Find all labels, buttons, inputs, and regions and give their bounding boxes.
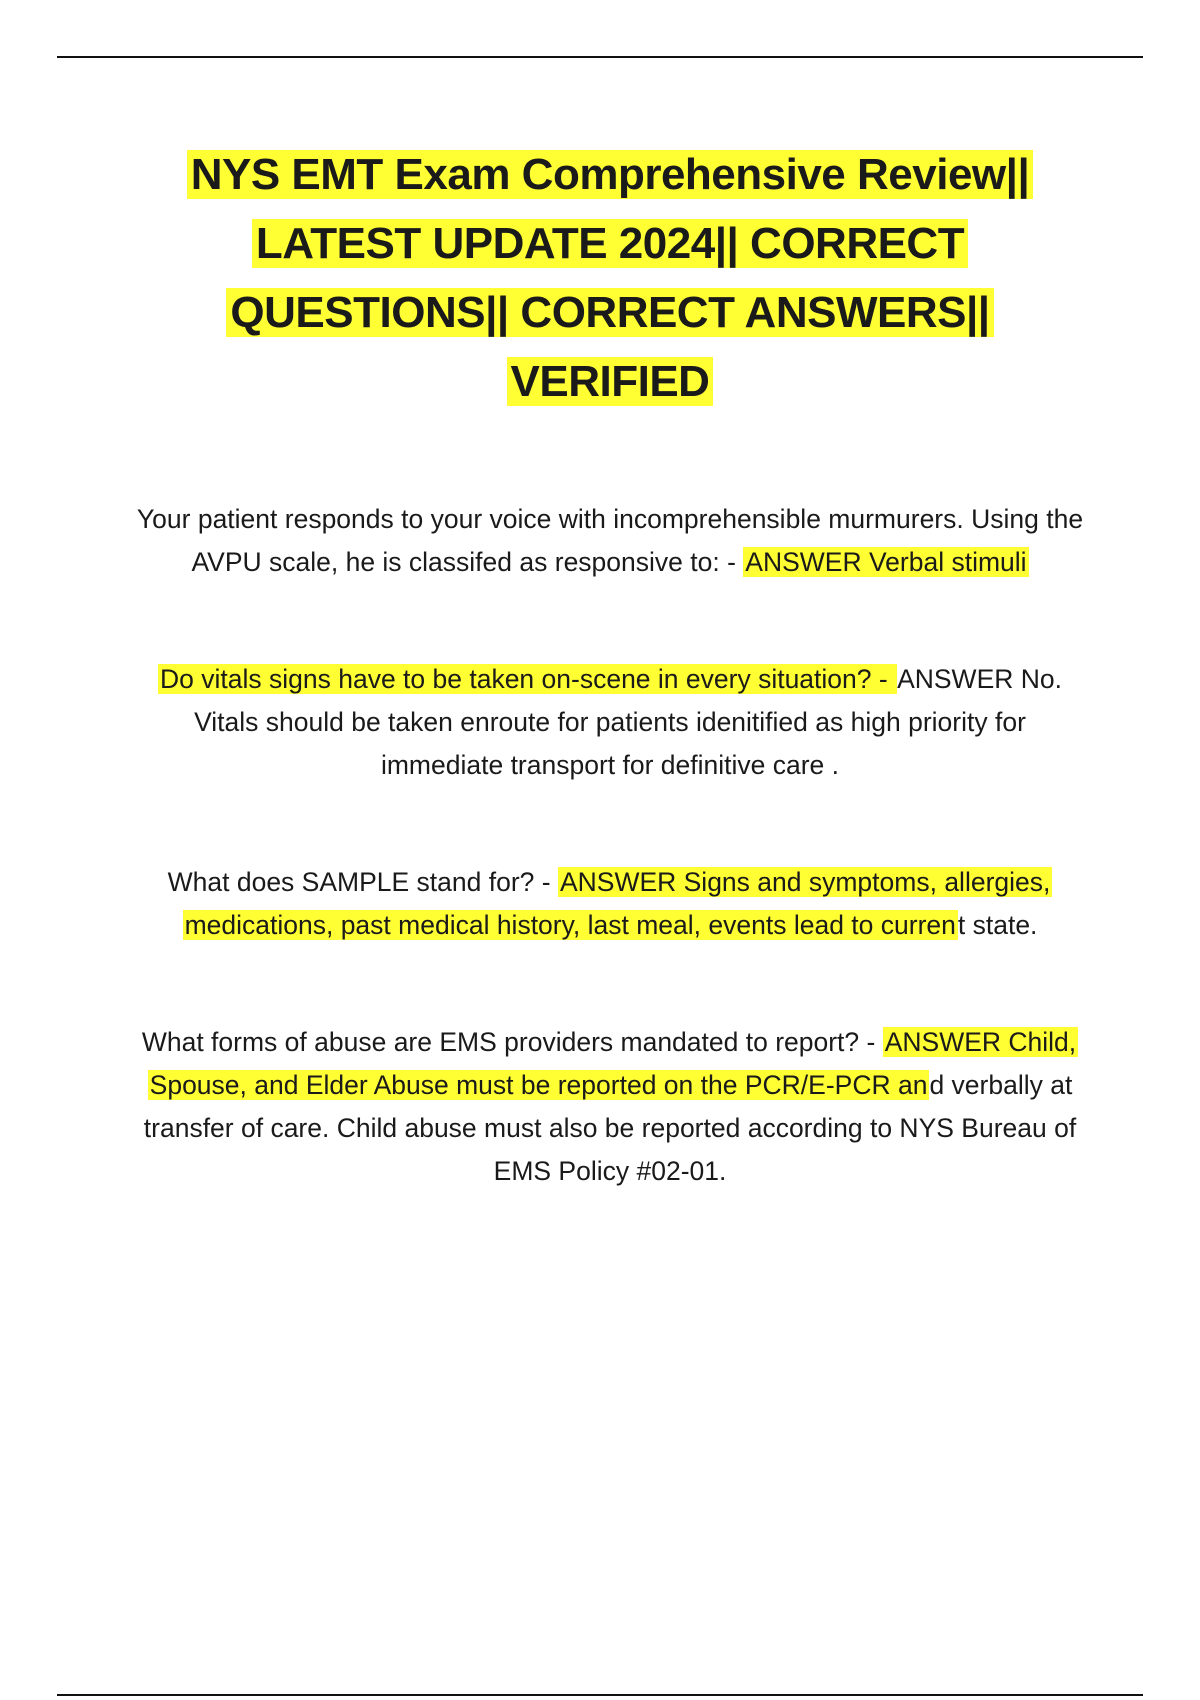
answer-text: ANSWER No. Vitals should be taken enroute for patients idenitified as high priority for immediate transport for definitive care .: [194, 664, 1062, 780]
bottom-rule: [57, 1694, 1143, 1696]
answer-highlight: ANSWER Signs and symptoms, allergies, medications, past medical history, last meal, events lead to curren: [184, 867, 1051, 940]
answer-highlight: ANSWER Verbal stimuli: [745, 547, 1027, 577]
question-text: What forms of abuse are EMS providers mandated to report? -: [141, 1027, 883, 1057]
trailing-text: d verbally at transfer of care. Child abuse must also be reported according to NYS Bureau of EMS Policy #02-01.: [143, 1070, 1077, 1186]
qa-item-vitals: [130, 658, 1090, 787]
question-highlight: Do vitals signs have to be taken on-scene in every situation? -: [160, 664, 896, 694]
question-text: What does SAMPLE stand for? -: [167, 867, 558, 897]
question-text: Your patient responds to your voice with incomprehensible murmurers. Using the AVPU scale, he is classifed as responsive to: -: [136, 504, 1084, 577]
title-highlight: NYS EMT Exam Comprehensive Review|| LATEST UPDATE 2024|| CORRECT QUESTIONS|| CORRECT ANSWERS|| VERIFIED: [187, 150, 1034, 406]
qa-item-sample: [130, 861, 1090, 947]
document-page: [130, 140, 1090, 1193]
qa-item-abuse: [130, 1021, 1090, 1193]
qa-item-avpu: [130, 498, 1090, 584]
top-rule: [57, 56, 1143, 58]
answer-highlight: ANSWER Child, Spouse, and Elder Abuse must be reported on the PCR/E-PCR an: [149, 1027, 1077, 1100]
document-title: [130, 140, 1090, 416]
trailing-text: t state.: [957, 910, 1038, 940]
